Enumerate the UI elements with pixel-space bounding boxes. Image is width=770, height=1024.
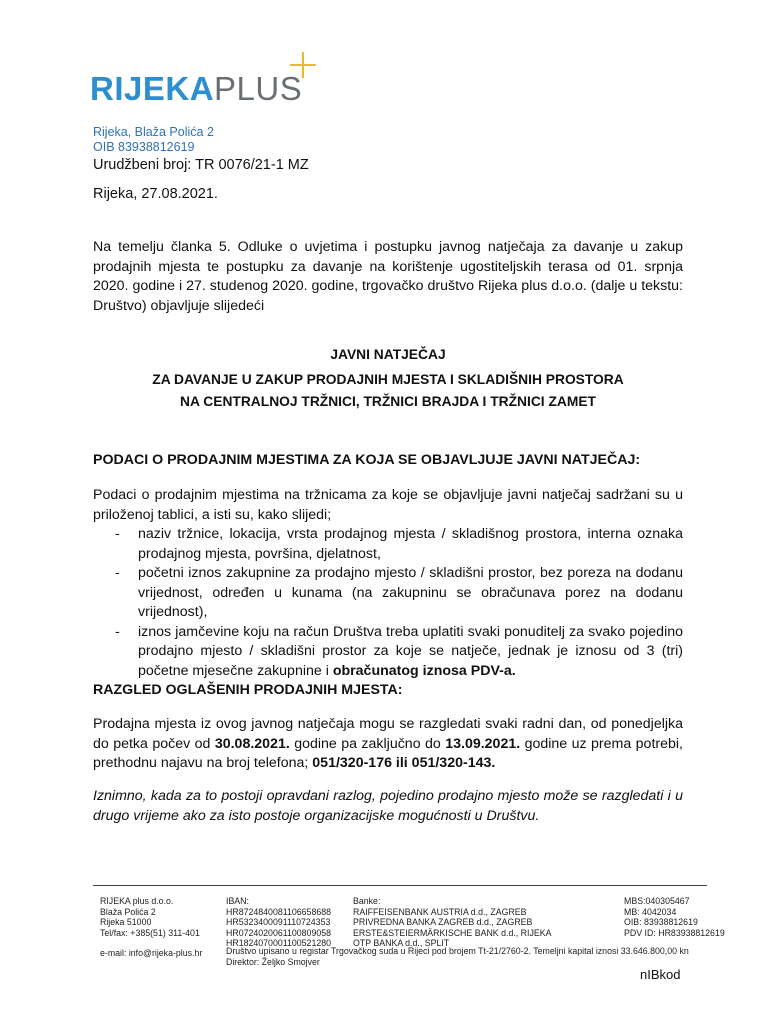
footer-line: Društvo upisano u registar Trgovačkog suda u Rijeci pod brojem Tt-21/2760-2. Temeljni kapital iznosi 33.646.800,00 kn <box>226 946 689 956</box>
footer-line: OIB: 83938812619 <box>624 917 698 927</box>
list-item: - iznos jamčevine koju na račun Društva treba uplatiti svaki ponuditelj za svako pojedino prodajno mjesto / skladišni prostor za koje se natječe, jednak je iznosu od 3 (tri) početne mjesečne zakupnine i obračunatog iznosa PDV-a. <box>115 623 683 679</box>
list-item-text: početni iznos zakupnine za prodajno mjesto / skladišni prostor, bez poreza na dodanu vrijednost, određen u kunama (na zakupninu se obračunava porez na dodanu vrijednost), <box>138 565 683 620</box>
footer-line: RAIFFEISENBANK AUSTRIA d.d., ZAGREB <box>353 906 527 917</box>
footer-line: HR1824070001100521280 <box>226 938 332 948</box>
footer-line: RIJEKA plus d.o.o. <box>100 896 174 906</box>
rijeka-plus-logo <box>90 52 330 108</box>
footer-email: e-mail: info@rijeka-plus.hr <box>100 948 203 958</box>
list-item-text: iznos jamčevine koju na račun Društva treba uplatiti svaki ponuditelj za svako pojedino prodajno mjesto / skladišni prostor za koje se natječe, jednak je iznosu od 3 (tri) početne mjesečne zakupnine i <box>138 623 683 679</box>
plus-icon <box>290 52 316 78</box>
footer-divider <box>93 885 707 886</box>
footer-line: ERSTE&STEIERMÄRKISCHE BANK d.d., RIJEKA <box>353 927 552 938</box>
footer-director: Direktor: Željko Smojver <box>226 956 320 967</box>
section1-text: Podaci o prodajnim mjestima na tržnicama za koje se objavljuje javni natječaj sadržani su u priloženoj tablici, a isti su, kako slijedi; <box>93 487 683 523</box>
end-date: 13.09.2021. <box>445 735 521 752</box>
list-item: - naziv tržnice, lokacija, vrsta prodajnog mjesta / skladišnog prostora, interna oznaka prodajnog mjesta, površina, djelatnost, <box>115 526 683 562</box>
reference-number: Urudžbeni broj: TR 0076/21-1 MZ <box>93 157 309 173</box>
oib-line: OIB 83938812619 <box>93 140 195 154</box>
footer-line: MB: 4042034 <box>624 906 677 917</box>
section2-heading: RAZGLED OGLAŠENIH PRODAJNIH MJESTA: <box>93 682 403 698</box>
list-item: - početni iznos zakupnine za prodajno mjesto / skladišni prostor, bez poreza na dodanu vrijednost, određen u kunama (na zakupninu se obračunava porez na dodanu vrijednost), <box>115 565 683 620</box>
footer-line: IBAN: <box>226 896 249 906</box>
footer-line: Tel/fax: +385(51) 311-401 <box>100 927 200 938</box>
start-date: 30.08.2021. <box>214 735 290 752</box>
text-part: godine uz prema potrebi, prethodnu najavu na broj telefona; <box>93 735 683 771</box>
list-item-bold: obračunatog iznosa PDV-a. <box>332 662 516 679</box>
footer-line: HR8724840081106658688 <box>226 906 332 917</box>
list-item-text: naziv tržnice, lokacija, vrsta prodajnog mjesta / skladišnog prostora, interna oznaka prodajnog mjesta, površina, djelatnost, <box>138 526 683 562</box>
intro-paragraph: Na temelju članka 5. Odluke o uvjetima i postupku javnog natječaja za davanje u zakup prodajnih mjesta te postupku za davanje na korištenje ugostiteljskih terasa od 01. srpnja 2020. godine i 27. studenog 2020. godine, trgovačko društvo Rijeka plus d.o.o. (dalje u tekstu: Društvo) objavljuje slijedeći <box>93 239 683 314</box>
footer-line: PDV ID: HR83938812619 <box>624 927 725 938</box>
footer-registry <box>226 946 689 967</box>
footer-line: Rijeka 51000 <box>100 917 152 927</box>
footer-line: OTP BANKA d.d., SPLIT <box>353 938 450 948</box>
logo-text-rijeka: RIJEKA <box>90 70 215 107</box>
footer-line: HR0724020061100809058 <box>226 927 332 938</box>
footer-line: Banke: <box>353 896 381 906</box>
text-part: godine pa zaključno do <box>289 735 446 752</box>
footer-line: MBS:040305467 <box>624 896 690 906</box>
phone-numbers: 051/320-176 ili 051/320-143. <box>312 755 496 771</box>
logo-text-plus: PLUS <box>214 70 303 107</box>
document-code: nIBkod <box>640 967 681 982</box>
company-address <box>93 125 214 155</box>
footer-line: HR5323400091110724353 <box>226 917 331 927</box>
footer-line: PRIVREDNA BANKA ZAGREB d.d., ZAGREB <box>353 917 533 927</box>
section2-italic-note: Iznimno, kada za to postoji opravdani razlog, pojedino prodajno mjesto može se razgledati i u drugo vrijeme ako za isto postoje organizacijske mogućnosti u Društvu. <box>93 788 683 824</box>
footer-iban <box>226 896 331 949</box>
section2-text <box>93 715 683 774</box>
section1-heading: PODACI O PRODAJNIM MJESTIMA ZA KOJA SE OBJAVLJUJE JAVNI NATJEČAJ: <box>93 452 641 468</box>
footer-company <box>100 896 202 959</box>
footer-banks <box>353 896 551 949</box>
footer-line: Blaža Polića 2 <box>100 906 156 917</box>
text-part: Prodajna mjesta iz ovog javnog natječaja mogu se razgledati svaki radni dan, od ponedjeljka do petka počev od <box>93 716 683 752</box>
address-line: Rijeka, Blaža Polića 2 <box>93 125 214 139</box>
title-line-2: ZA DAVANJE U ZAKUP PRODAJNIH MJESTA I SKLADIŠNIH PROSTORA <box>152 372 624 387</box>
section1-list <box>93 525 683 681</box>
title-line-3: NA CENTRALNOJ TRŽNICI, TRŽNICI BRAJDA I TRŽNICI ZAMET <box>180 394 596 409</box>
footer-ids <box>624 896 725 938</box>
document-date: Rijeka, 27.08.2021. <box>93 186 218 202</box>
title-line-1: JAVNI NATJEČAJ <box>330 347 446 362</box>
